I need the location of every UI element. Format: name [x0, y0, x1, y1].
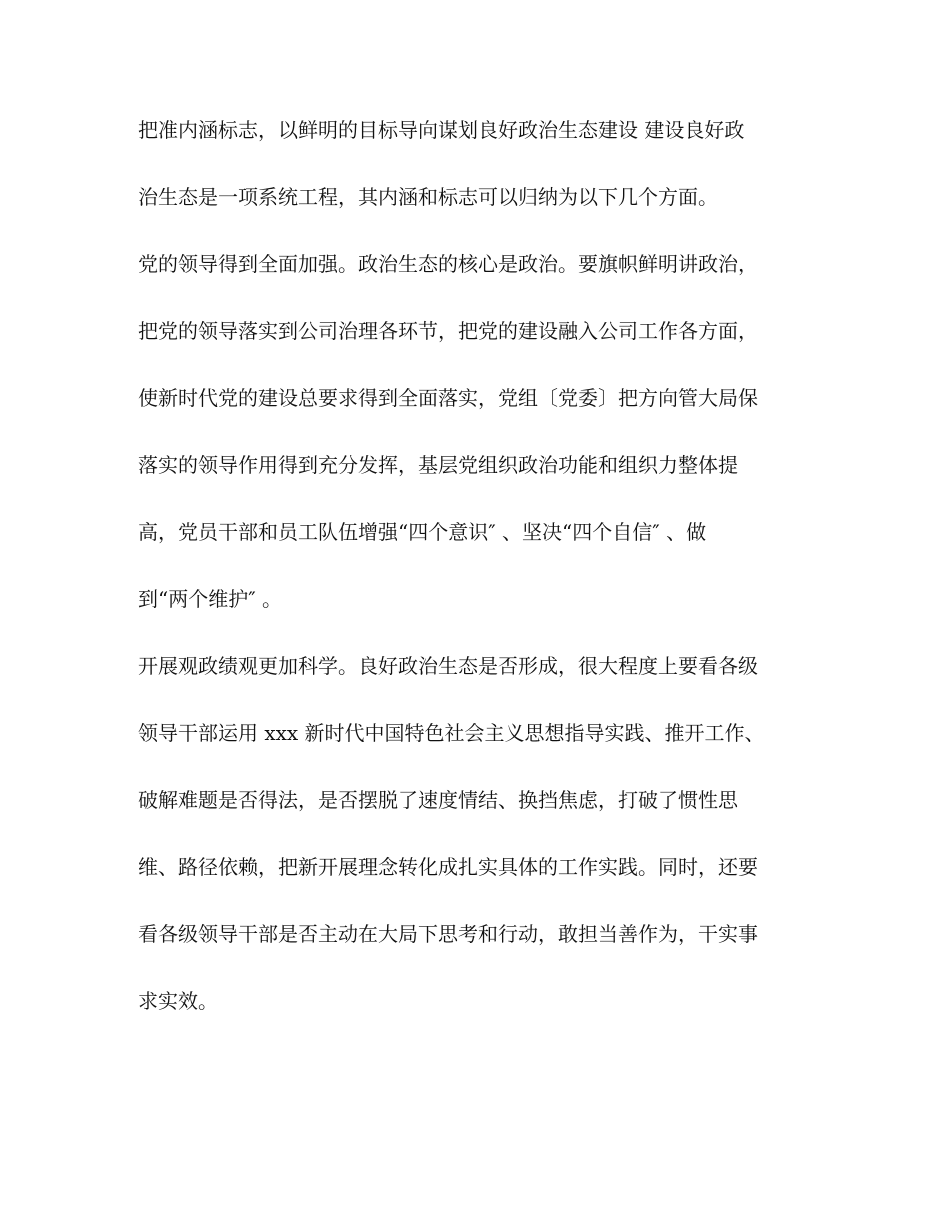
text-line: 高，党员干部和员工队伍增强“四个意识″ 、坚决“四个自信″ 、做: [138, 520, 707, 544]
text-line: 看各级领导干部是否主动在大局下思考和行动，敢担当善作为，干实事: [138, 922, 758, 946]
text-line: 到“两个维护″ 。: [138, 587, 283, 611]
text-line: 破解难题是否得法，是否摆脱了速度情结、换挡焦虑，打破了惯性思: [138, 788, 738, 812]
text-line: 维、路径依赖，把新开展理念转化成扎实具体的工作实践。同时，还要: [138, 855, 758, 879]
text-line: 党的领导得到全面加强。政治生态的核心是政治。要旗帜鲜明讲政治，: [138, 252, 758, 276]
text-line: 治生态是一项系统工程，其内涵和标志可以归纳为以下几个方面。: [138, 185, 718, 209]
text-line: 把党的领导落实到公司治理各环节，把党的建设融入公司工作各方面，: [138, 319, 758, 343]
text-line: 把准内涵标志，以鲜明的目标导向谋划良好政治生态建设 建设良好政: [138, 118, 745, 142]
text-line: 求实效。: [138, 989, 218, 1013]
text-line: 领导干部运用 xxx 新时代中国特色社会主义思想指导实践、推开工作、: [138, 721, 765, 745]
document-body: [138, 118, 828, 1056]
text-line: 落实的领导作用得到充分发挥，基层党组织政治功能和组织力整体提: [138, 453, 738, 477]
text-line: 使新时代党的建设总要求得到全面落实，党组〔党委〕把方向管大局保: [138, 386, 758, 410]
text-line: 开展观政绩观更加科学。良好政治生态是否形成，很大程度上要看各级: [138, 654, 758, 678]
